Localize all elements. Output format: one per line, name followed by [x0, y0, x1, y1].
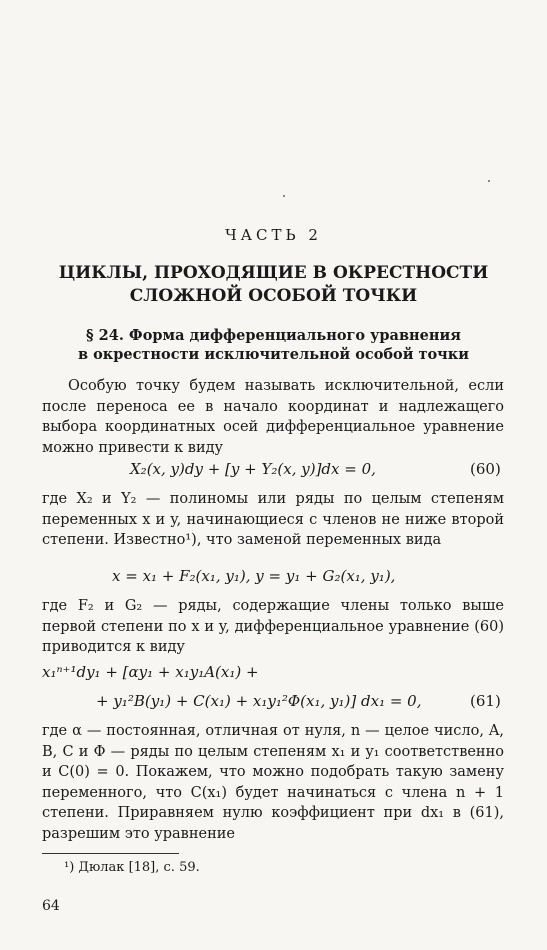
- page-number: 64: [42, 898, 60, 914]
- chapter-title: [40, 262, 507, 308]
- equation-60-number: (60): [470, 460, 501, 478]
- footnote-rule: [42, 853, 179, 854]
- footnote: ¹) Дюлак [18], с. 59.: [64, 860, 200, 875]
- equation-substitution: x = x₁ + F₂(x₁, y₁), y = y₁ + G₂(x₁, y₁),: [112, 567, 396, 585]
- section-title-line: § 24. Форма дифференциального уравнения: [86, 327, 461, 344]
- chapter-title-line: СЛОЖНОЙ ОСОБОЙ ТОЧКИ: [129, 286, 418, 306]
- equation-61-line-1: x₁ⁿ⁺¹dy₁ + [αy₁ + x₁y₁A(x₁) +: [42, 663, 259, 681]
- equation-60: X₂(x, y)dy + [y + Y₂(x, y)]dx = 0,: [130, 460, 376, 478]
- section-title: [40, 326, 507, 364]
- paragraph-4: где α — постоянная, отличная от нуля, n — целое число, A, B, C и Φ — ряды по целым степеням x₁ и y₁ соответственно и C(0) = 0. Покажем, что можно подобрать такую замену переменного, что C(x₁) будет начинаться с члена n + 1 степени. Приравняем нулю коэффициент при dx₁ в (61), разрешим это уравнение: [42, 723, 504, 842]
- scan-speck: [283, 195, 285, 197]
- paragraph-2: где X₂ и Y₂ — полиномы или ряды по целым степеням переменных x и y, начинающиеся с членов не ниже второй степени. Известно¹), что заменой переменных вида: [42, 491, 504, 548]
- part-heading: ЧАСТЬ 2: [225, 226, 322, 244]
- section-title-line: в окрестности исключительной особой точки: [77, 346, 470, 363]
- chapter-title-line: ЦИКЛЫ, ПРОХОДЯЩИЕ В ОКРЕСТНОСТИ: [58, 263, 489, 283]
- equation-61-line-2: + y₁²B(y₁) + C(x₁) + x₁y₁²Φ(x₁, y₁)] dx₁ = 0,: [96, 692, 422, 710]
- paragraph-1: Особую точку будем называть исключительной, если после переноса ее в начало координат и надлежащего выбора координатных осей дифференциальное уравнение можно привести к виду: [42, 378, 504, 456]
- paragraph-3: где F₂ и G₂ — ряды, содержащие члены только выше первой степени по x и y, дифференциальное уравнение (60) приводится к виду: [42, 598, 504, 655]
- equation-61-number: (61): [470, 692, 501, 710]
- scan-speck: [488, 180, 490, 182]
